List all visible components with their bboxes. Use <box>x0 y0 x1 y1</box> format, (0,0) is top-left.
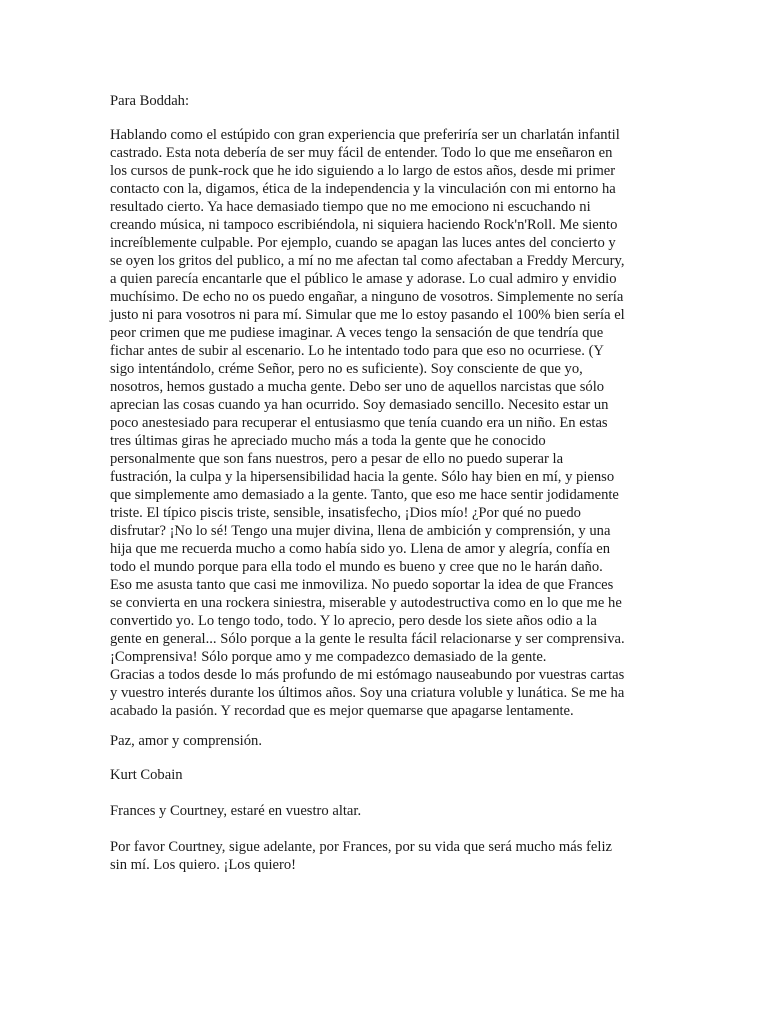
letter-greeting <box>110 92 670 110</box>
body-line: hija que me recuerda mucho a como había sido yo. Llena de amor y alegría, confía en <box>110 541 611 557</box>
body-line: nosotros, hemos gustado a mucha gente. Debo ser uno de aquellos narcistas que sólo <box>110 379 605 395</box>
body-line: se oyen los gritos del publico, a mí no me afectan tal como afectaban a Freddy Mercury, <box>110 253 625 269</box>
body-line: todo el mundo porque para ella todo el mundo es bueno y cree que no le harán daño. <box>110 559 603 575</box>
body-line: fustración, la culpa y la hipersensibilidad hacia la gente. Sólo hay bien en mí, y pienso <box>110 469 615 485</box>
body-line: Eso me asusta tanto que casi me inmoviliza. No puedo soportar la idea de que Frances <box>110 577 614 593</box>
dedication-line: Frances y Courtney, estaré en vuestro altar. <box>110 803 362 819</box>
greeting-line: Para Boddah: <box>110 93 190 109</box>
body-line: que simplemente amo demasiado a la gente. Tanto, que eso me hace sentir jodidamente <box>110 487 619 503</box>
body-line: los cursos de punk-rock que he ido siguiendo a lo largo de estos años, desde mi primer <box>110 163 616 179</box>
body-line: y vuestro interés durante los últimos años. Soy una criatura voluble y lunática. Se me ha <box>110 685 625 701</box>
body-line: peor crimen que me pudiese imaginar. A veces tengo la sensación de que tendría que <box>110 325 604 341</box>
body-line: poco anestesiado para recuperar el entusiasmo que tenía cuando era un niño. En estas <box>110 415 608 431</box>
body-line: fichar antes de subir al escenario. Lo he intentado todo para que eso no ocurriese. (Y <box>110 343 604 359</box>
closing-line: Paz, amor y comprensión. <box>110 733 262 749</box>
body-line: Hablando como el estúpido con gran experiencia que preferiría ser un charlatán infantil <box>110 127 620 143</box>
body-line: acabado la pasión. Y recordad que es mejor quemarse que apagarse lentamente. <box>110 703 574 719</box>
postscript-line: Por favor Courtney, sigue adelante, por Frances, por su vida que será mucho más feliz <box>110 839 612 855</box>
body-line: Gracias a todos desde lo más profundo de mi estómago nauseabundo por vuestras cartas <box>110 667 625 683</box>
body-line: castrado. Esta nota debería de ser muy fácil de entender. Todo lo que me enseñaron en <box>110 145 613 161</box>
body-line: creando música, ni tampoco escribiéndola, ni siquiera haciendo Rock'n'Roll. Me siento <box>110 217 618 233</box>
body-line: triste. El típico piscis triste, sensible, insatisfecho, ¡Dios mío! ¿Por qué no puedo <box>110 505 581 521</box>
body-line: resultado cierto. Ya hace demasiado tiempo que no me emociono ni escuchando ni <box>110 199 591 215</box>
body-line: disfrutar? ¡No lo sé! Tengo una mujer divina, llena de ambición y comprensión, y una <box>110 523 611 539</box>
body-line: muchísimo. De echo no os puedo engañar, a ninguno de vosotros. Simplemente no sería <box>110 289 624 305</box>
body-line: contacto con la, digamos, ética de la independencia y la vinculación con mi entorno ha <box>110 181 616 197</box>
body-line: a quien parecía encantarle que el público le amase y adorase. Lo cual admiro y envidio <box>110 271 617 287</box>
body-line: justo ni para vosotros ni para mí. Simular que me lo estoy pasando el 100% bien sería el <box>110 307 625 323</box>
signature-line: Kurt Cobain <box>110 767 183 783</box>
letter-postscript <box>110 838 670 874</box>
body-line: increíblemente culpable. Por ejemplo, cuando se apagan las luces antes del concierto y <box>110 235 616 251</box>
body-line: sigo intentándolo, créme Señor, pero no es suficiente). Soy consciente de que yo, <box>110 361 583 377</box>
postscript-line: sin mí. Los quiero. ¡Los quiero! <box>110 857 297 873</box>
letter-dedication <box>110 802 670 820</box>
body-line: ¡Comprensiva! Sólo porque amo y me compadezco demasiado de la gente. <box>110 649 547 665</box>
body-line: tres últimas giras he apreciado mucho más a toda la gente que he conocido <box>110 433 546 449</box>
body-line: se convierta en una rockera siniestra, miserable y autodestructiva como en lo que me he <box>110 595 622 611</box>
body-line: personalmente que son fans nuestros, pero a pesar de ello no puedo superar la <box>110 451 564 467</box>
body-line: aprecian las cosas cuando ya han ocurrido. Soy demasiado sencillo. Necesito estar un <box>110 397 609 413</box>
letter-body <box>110 126 670 720</box>
letter-closing <box>110 732 670 750</box>
body-line: convertido yo. Lo tengo todo, todo. Y lo aprecio, pero desde los siete años odio a la <box>110 613 597 629</box>
letter-signature <box>110 766 670 784</box>
body-line: gente en general... Sólo porque a la gente le resulta fácil relacionarse y ser comprensiva. <box>110 631 625 647</box>
